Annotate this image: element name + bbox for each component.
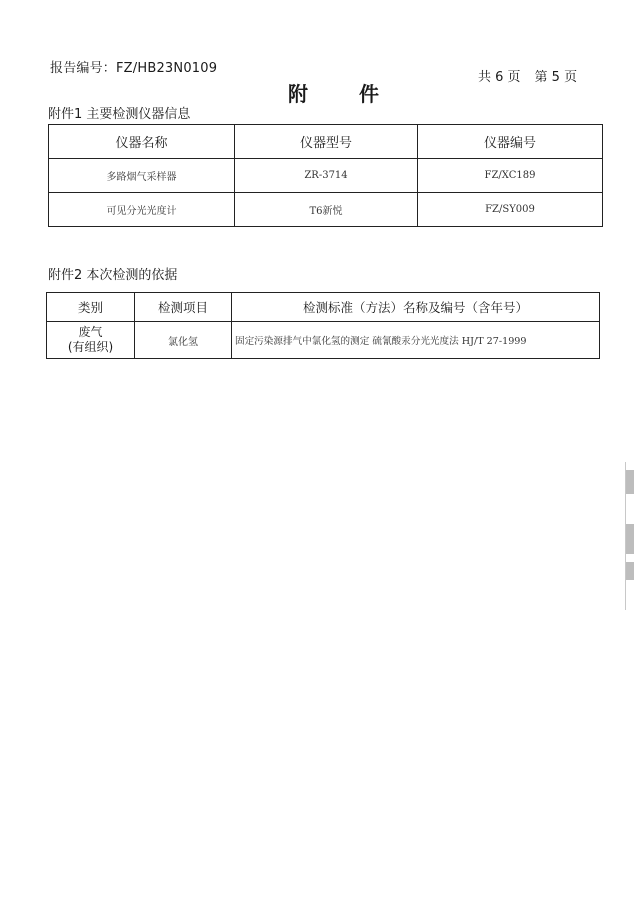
table-header-row bbox=[47, 293, 600, 322]
instrument-model-cell: ZR-3714 bbox=[235, 159, 418, 193]
total-pages: 共 6 页 bbox=[478, 70, 521, 85]
scan-mark bbox=[626, 562, 634, 580]
current-page: 第 5 页 bbox=[534, 70, 578, 85]
instrument-name-cell: 多路烟气采样器 bbox=[49, 159, 235, 193]
table-row bbox=[47, 322, 600, 359]
column-header-instrument-name: 仪器名称 bbox=[49, 125, 235, 159]
instrument-name-cell: 可见分光光度计 bbox=[49, 193, 235, 227]
basis-table bbox=[46, 292, 600, 359]
table-header-row bbox=[49, 125, 603, 159]
standard-cell: 固定污染源排气中氯化氢的测定 硫氰酸汞分光光度法 HJ/T 27-1999 bbox=[232, 322, 600, 359]
instrument-model-cell: T6新悦 bbox=[235, 193, 418, 227]
category-cell bbox=[47, 322, 135, 359]
attachment2-heading: 附件2 本次检测的依据 bbox=[48, 268, 178, 283]
report-number: 报告编号：FZ/HB23N0109 bbox=[50, 61, 218, 76]
attachment1-heading: 附件1 主要检测仪器信息 bbox=[48, 107, 191, 122]
instrument-number-cell: FZ/XC189 bbox=[418, 159, 603, 193]
document-title: 附 件 bbox=[288, 82, 401, 106]
table-row bbox=[49, 159, 603, 193]
column-header-instrument-number: 仪器编号 bbox=[418, 125, 603, 159]
scan-mark bbox=[626, 470, 634, 494]
category-line: 废气 bbox=[78, 325, 103, 339]
scan-edge-artifact bbox=[621, 462, 636, 610]
column-header-test-item: 检测项目 bbox=[135, 293, 232, 322]
table-row bbox=[49, 193, 603, 227]
category-line: (有组织) bbox=[67, 340, 114, 354]
instrument-table bbox=[48, 124, 603, 227]
scan-mark bbox=[626, 524, 634, 554]
test-item-cell: 氯化氢 bbox=[135, 322, 232, 359]
column-header-instrument-model: 仪器型号 bbox=[235, 125, 418, 159]
page-info bbox=[478, 66, 577, 85]
instrument-number-cell: FZ/SY009 bbox=[418, 193, 603, 227]
column-header-standard: 检测标准（方法）名称及编号（含年号） bbox=[232, 293, 600, 322]
column-header-category: 类别 bbox=[47, 293, 135, 322]
